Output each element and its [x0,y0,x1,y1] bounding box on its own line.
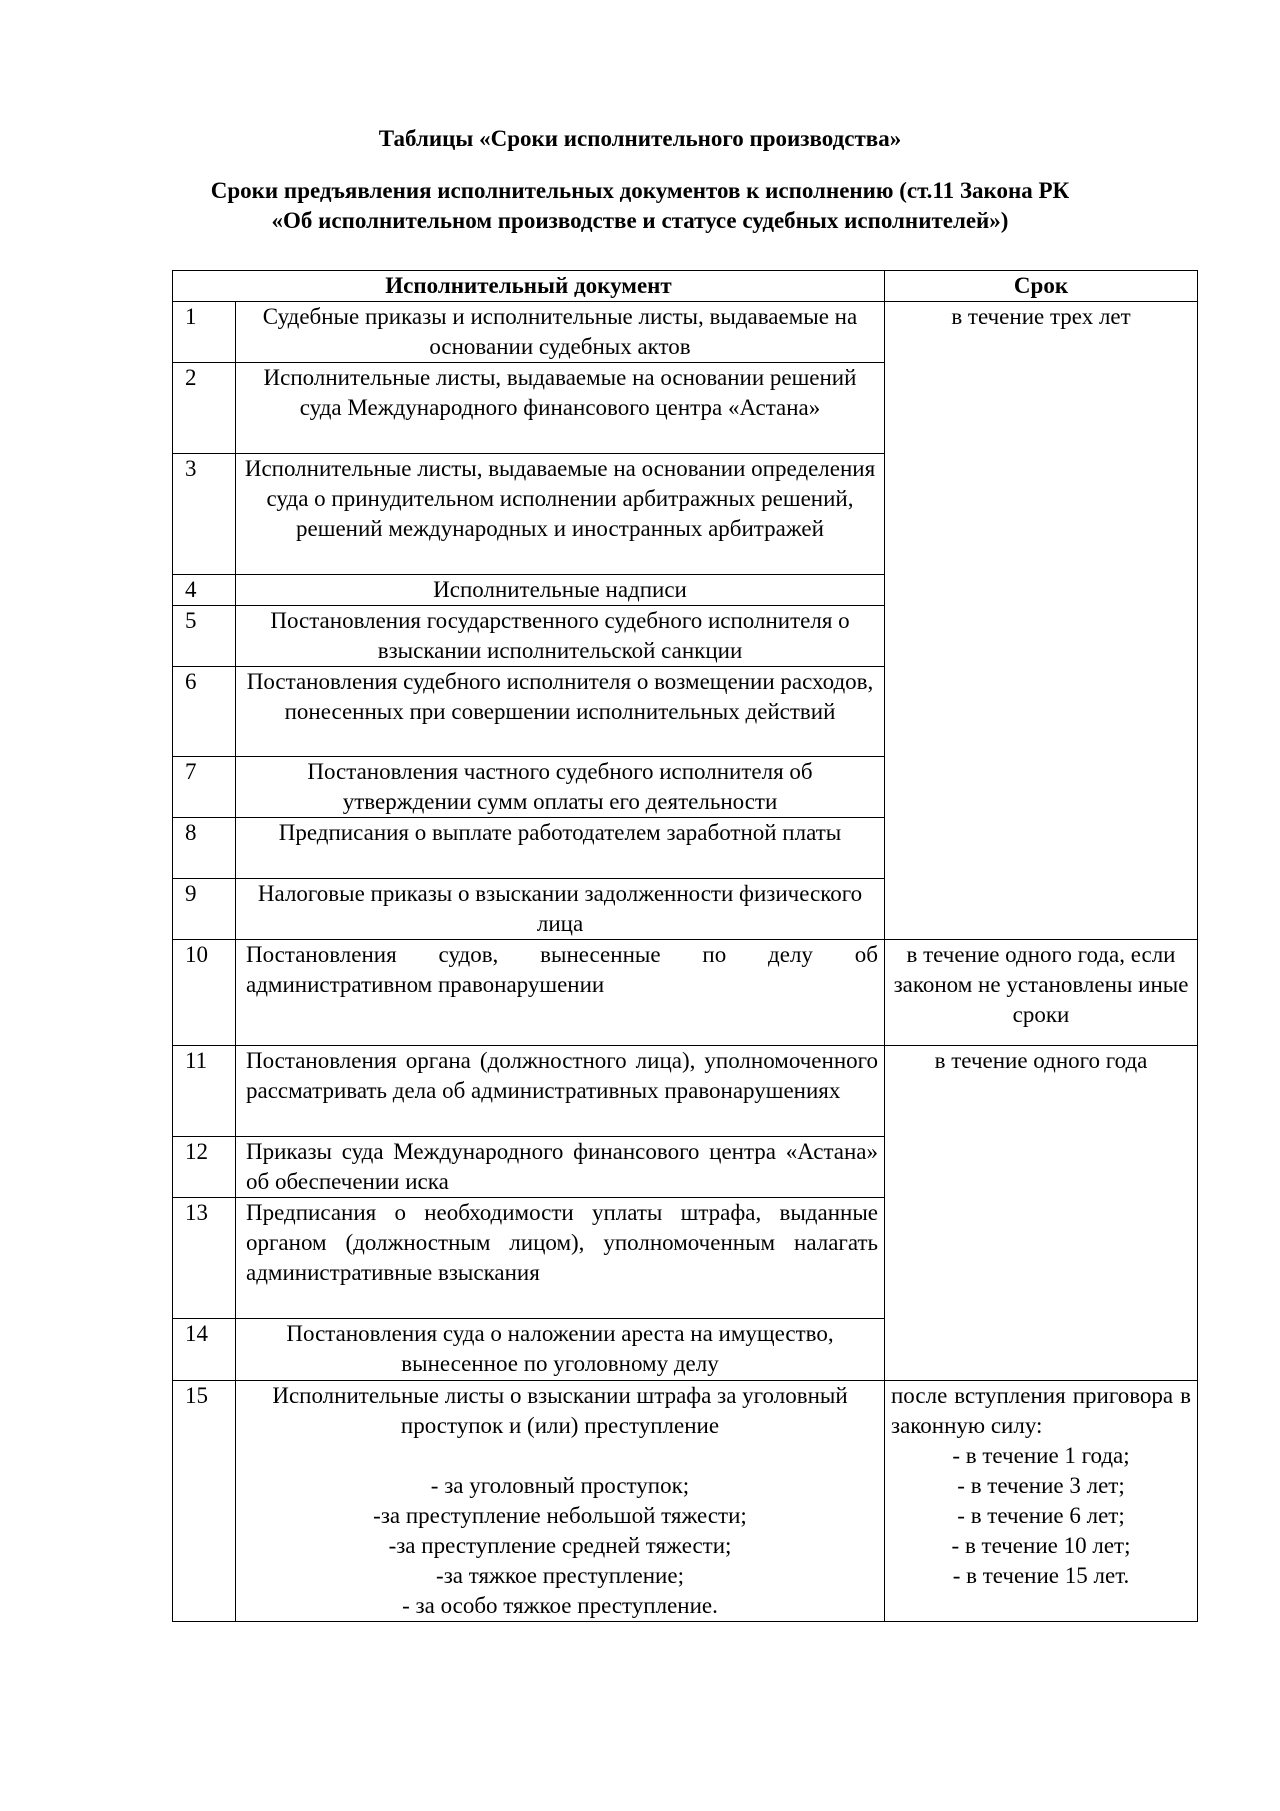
subtitle-line-1: Сроки предъявления исполнительных документов к исполнению (ст.11 Закона РК [210,178,1070,203]
document-cell: Исполнительные надписи [236,575,885,606]
document-cell: Предписания о выплате работодателем заработной платы [236,818,885,879]
table-row [173,940,1198,1046]
row-number: 11 [173,1046,236,1137]
offense-item: -за тяжкое преступление; [436,1563,684,1588]
row-number: 13 [173,1198,236,1319]
header-document: Исполнительный документ [173,271,885,302]
term-cell: в течение одного года, если законом не установлены иные сроки [885,940,1198,1046]
row-number: 10 [173,940,236,1046]
row-number: 8 [173,818,236,879]
document-cell: Постановления государственного судебного исполнителя о взыскании исполнительской санкции [236,606,885,667]
subtitle [0,176,1280,236]
row-number: 12 [173,1137,236,1198]
document-cell: Исполнительные листы, выдаваемые на основании решений суда Международного финансового центра «Астана» [236,363,885,454]
document-cell: Налоговые приказы о взыскании задолженности физического лица [236,879,885,940]
row-number: 1 [173,302,236,363]
row-number: 15 [173,1381,236,1622]
term-cell [885,1381,1198,1622]
offense-item: - за особо тяжкое преступление. [402,1593,718,1618]
document-cell: Постановления суда о наложении ареста на имущество, вынесенное по уголовному делу [236,1319,885,1381]
document-cell: Постановления частного судебного исполнителя об утверждении сумм оплаты его деятельности [236,757,885,818]
term-item: - в течение 15 лет. [952,1563,1130,1588]
row-number: 9 [173,879,236,940]
row-number: 5 [173,606,236,667]
table-row [173,1046,1198,1137]
document-cell: Постановления органа (должностного лица), уполномоченного рассматривать дела об административных правонарушениях [236,1046,885,1137]
document-cell: Предписания о необходимости уплаты штрафа, выданные органом (должностным лицом), уполномоченным налагать административные взыскания [236,1198,885,1319]
document-text: Исполнительные листы о взыскании штрафа за уголовный проступок и (или) преступление [272,1383,848,1438]
document-cell: Судебные приказы и исполнительные листы, выдаваемые на основании судебных актов [236,302,885,363]
offense-item: -за преступление небольшой тяжести; [373,1503,747,1528]
document-cell: Постановления судебного исполнителя о возмещении расходов, понесенных при совершении исполнительных действий [236,667,885,757]
row-number: 7 [173,757,236,818]
offense-item: -за преступление средней тяжести; [388,1533,732,1558]
document-cell [236,1381,885,1622]
term-cell: в течение одного года [885,1046,1198,1381]
blank-line [242,1441,878,1471]
row-number: 6 [173,667,236,757]
table-row [173,1381,1198,1622]
document-cell: Исполнительные листы, выдаваемые на основании определения суда о принудительном исполнении арбитражных решений, решений международных и иностранных арбитражей [236,454,885,575]
document-cell: Приказы суда Международного финансового центра «Астана» об обеспечении иска [236,1137,885,1198]
terms-table [172,270,1198,1622]
term-intro: после вступления приговора в законную силу: [891,1383,1191,1438]
table-row [173,302,1198,363]
row-number: 14 [173,1319,236,1381]
document-cell: Постановления судов, вынесенные по делу об административном правонарушении [236,940,885,1046]
page-title: Таблицы «Сроки исполнительного производства» [378,126,902,151]
row-number: 4 [173,575,236,606]
term-item: - в течение 3 лет; [957,1473,1125,1498]
term-cell: в течение трех лет [885,302,1198,940]
table-header-row [173,271,1198,302]
offense-item: - за уголовный проступок; [430,1473,690,1498]
header-term: Срок [885,271,1198,302]
term-item: - в течение 6 лет; [957,1503,1125,1528]
term-item: - в течение 1 года; [952,1443,1130,1468]
subtitle-line-2: «Об исполнительном производстве и статусе судебных исполнителей») [271,208,1009,233]
row-number: 2 [173,363,236,454]
row-number: 3 [173,454,236,575]
term-item: - в течение 10 лет; [951,1533,1131,1558]
